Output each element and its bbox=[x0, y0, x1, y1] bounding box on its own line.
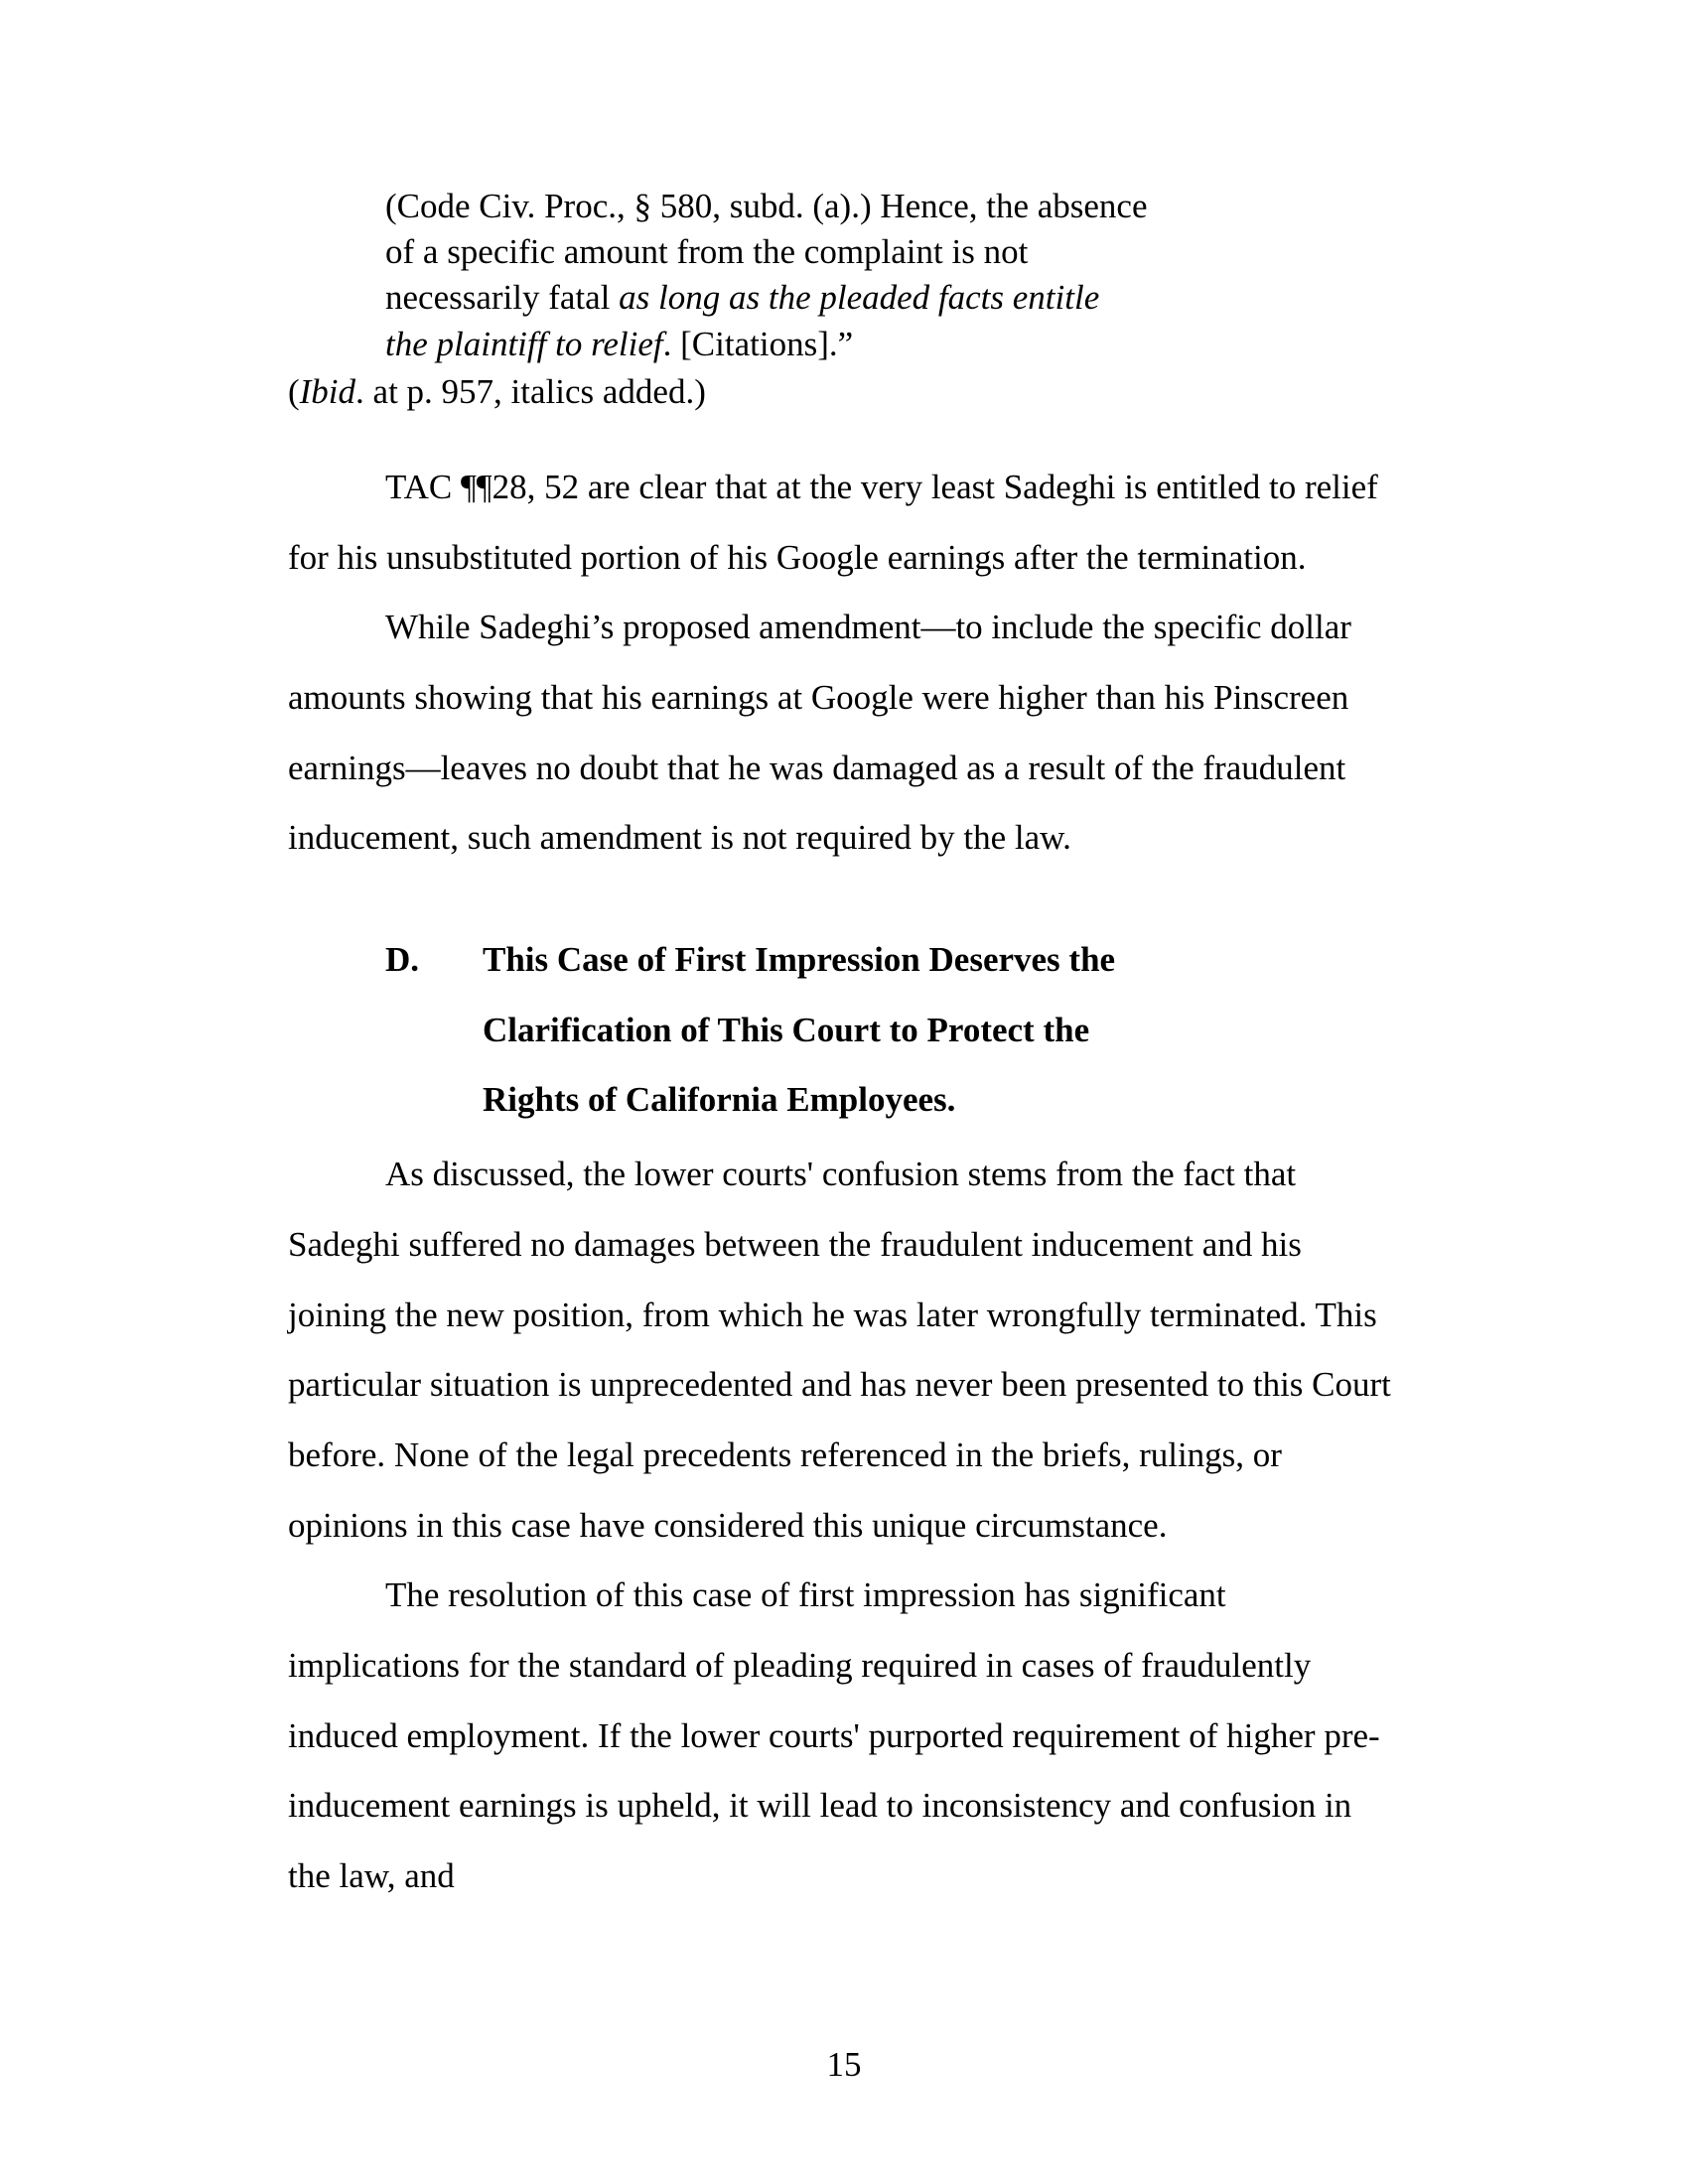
citation-open-paren: ( bbox=[288, 371, 300, 411]
page-number: 15 bbox=[826, 2045, 862, 2084]
citation-rest: . at p. 957, italics added.) bbox=[355, 371, 706, 411]
quote-line-3-plain: necessarily fatal bbox=[385, 278, 620, 318]
quote-line-3-italic: as long as the pleaded facts entitle bbox=[619, 278, 1100, 318]
quote-line-2: of a specific amount from the complaint is not bbox=[385, 232, 1029, 272]
quote-line-1: (Code Civ. Proc., § 580, subd. (a).) Hence, the absence bbox=[385, 187, 1148, 225]
quote-line-4-italic: the plaintiff to relief bbox=[385, 324, 663, 363]
quote-line-4-plain: . [Citations].” bbox=[662, 324, 854, 363]
quote-citation bbox=[288, 369, 1400, 415]
citation-ibid: Ibid bbox=[299, 371, 356, 411]
quote-line-3 bbox=[385, 275, 1279, 321]
amendment-paragraph: While Sadeghi’s proposed amendment—to include the specific dollar amounts showing that his earnings at Google were higher than his Pinscreen earnings—leaves no doubt that he was damaged as a result of the fraudulent inducement, such amendment is not required by the law. bbox=[288, 608, 1351, 858]
heading-line-2: Clarification of This Court to Protect the bbox=[483, 1010, 1090, 1049]
resolution-paragraph: The resolution of this case of first impression has significant implications for the standard of pleading required in cases of fraudulently induced employment. If the lower courts' purported requirement of higher pre-inducement earnings is upheld, it will lead to inconsistency and confusion in the law, and bbox=[288, 1575, 1380, 1895]
section-heading-d bbox=[288, 925, 1400, 1136]
page-content bbox=[288, 184, 1400, 1912]
heading-text-d bbox=[483, 925, 1197, 1136]
heading-line-1: This Case of First Impression Deserves the bbox=[483, 940, 1116, 980]
heading-line-3: Rights of California Employees. bbox=[483, 1080, 956, 1120]
heading-letter-d: D. bbox=[385, 940, 420, 980]
as-discussed-paragraph: As discussed, the lower courts' confusion stems from the fact that Sadeghi suffered no damages between the fraudulent inducement and his joining the new position, from which he was later wrongfully terminated. This particular situation is unprecedented and has never been presented to this Court before. None of the legal precedents referenced in the briefs, rulings, or opinions in this case have considered this unique circumstance. bbox=[288, 1155, 1391, 1545]
quote-line-4 bbox=[385, 322, 1279, 367]
tac-paragraph: TAC ¶¶28, 52 are clear that at the very least Sadeghi is entitled to relief for his unsubstituted portion of his Google earnings after the termination. bbox=[288, 467, 1378, 577]
block-quotation bbox=[385, 184, 1279, 367]
